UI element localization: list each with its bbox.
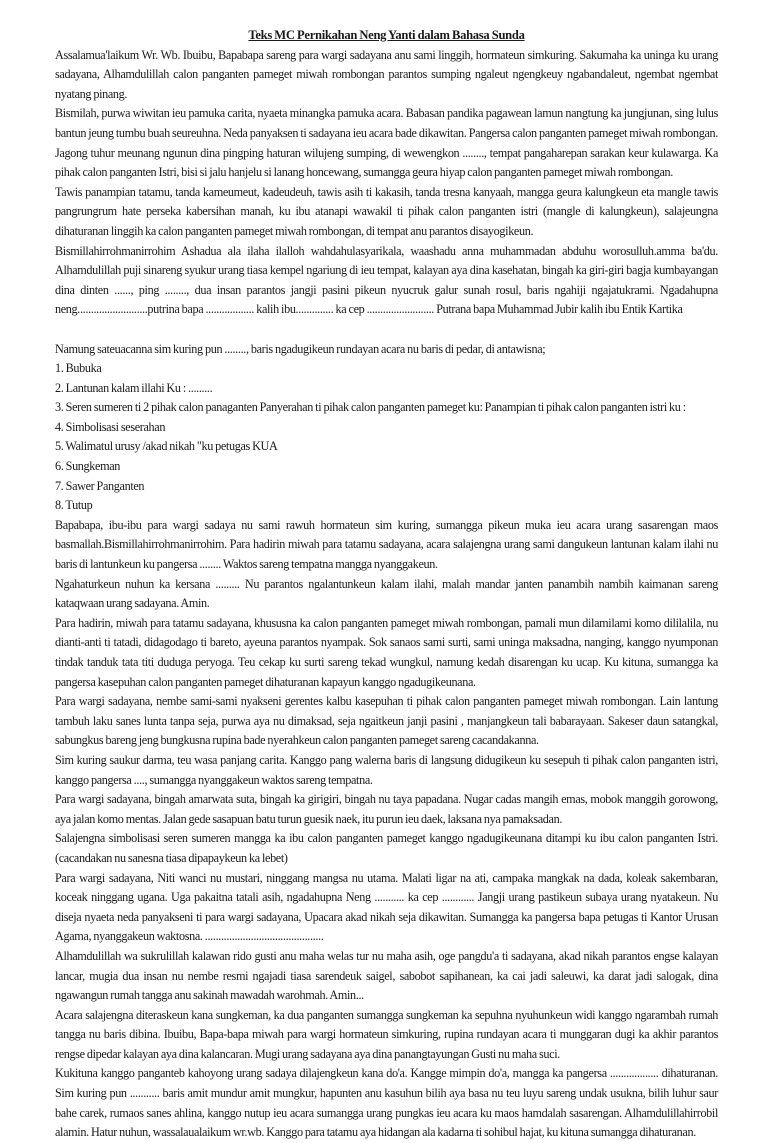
paragraph-sungkeman: Acara salajengna diteraskeun kana sungkeman, ka dua panganten sumangga sungkeman ka sepuhna nyuhunkeun widi kanggo ngarambah rumah tangga nu baris dibina. Ibuibu, Bapa-bapa miwah para wargi hormateun simkuring, rupina rundayan acara ti munggaran dugi ka akhir parantos rengse dipedar kalayan aya dina kalancaran. Mugi urang sadayana aya dina panangtayungan Gusti nu maha suci.	[55, 1007, 718, 1061]
agenda-intro: Namung sateuacanna sim kuring pun ........, baris ngadugikeun rundayan acara nu baris di pedar, di antawisna;	[55, 341, 546, 356]
paragraph-bismillah: Bismillahirrohmanirrohim Ashadua ala ilaha ilalloh wahdahulasyarikala, waashadu anna muhammadan abduhu worosulluh.amma ba'du. Alhamdulillah puji sinareng syukur urang tiasa kempel ngariung di ieu tempat, kalayan aya dina kasehatan, bingah ka giri-giri bagja kumbayangan dina dinten ......, ping ........, dua insan parantos jangji pasini pikeun nyucruk galur sunah rosul, baris ngahiji ngajatukrami. Ngadahupna neng..........................putrina bapa .................. kalih ibu.............. ka cep ......................... Putrana bapa Muhammad Jubir kalih ibu Entik Kartika	[55, 243, 718, 317]
agenda-item: 3. Seren sumeren ti 2 pihak calon panaganten Panyerahan ti pihak calon panganten pameget ku: Panampian ti pihak calon panganten istri ku :	[55, 400, 686, 415]
paragraph-alhamdulillah: Alhamdulillah wa sukrulillah kalawan rido gusti anu maha welas tur nu maha asih, oge pangdu'a ti sadayana, akad nikah parantos engse kalayan lancar, mugia dua insan nu nembe resmi ngajadi tiasa sarendeuk saigel, sabobot sapihanean, ka cai jadi saleuwi, ka darat jadi salogak, dina ngawangun rumah tangga anu sakinah mawadah warohmah. Amin...	[55, 948, 718, 1003]
blank-line	[55, 320, 718, 340]
agenda-item: 4. Simbolisasi seserahan	[55, 419, 166, 434]
agenda-item: 7. Sawer Panganten	[55, 478, 145, 493]
paragraph-akad: Para wargi sadayana, Niti wanci nu mustari, ninggang mangsa nu utama. Malati ligar na ati, campaka mangkak na dada, koleak sakembaran, koceak ninggang ugana. Uga pakaitna tatali asih, ngadahupna Neng ........... ka cep ............ Jangji urang pastikeun subaya urang nyatakeun. Nu diseja nyaeta neda panyakseni ti para wargi sadayana, Upacara akad nikah seja dikawitan. Sumangga ka pangersa bapa petugas ti Kantor Urusan Agama, nyanggakeun waktosna. ............................................	[55, 870, 718, 944]
paragraph-after-seren: Para wargi sadayana, nembe sami-sami nyakseni gerentes kalbu kasepuhan ti pihak calon panganten pameget miwah rombongan. Lain lantung tambuh laku sanes lunta tanpa seja, purwa aya nu dimaksad, seja ngaitkeun janji pasini , manjangkeun tali babarayaan. Sakeser daun satangkal, sabungkus bareng jeng bungkusna rupina bade nyerahkeun calon panganten pameget sareng cacandakanna.	[55, 694, 718, 748]
paragraph-mangle: Tawis panampian tatamu, tanda kameumeut, kadeudeuh, tawis asih ti kakasih, tanda tresna kanyaah, mangga geura kalungkeun eta mangle tawis pangrungrum hate perseka kabersihan manah, ku ibu atanapi wawakil ti pihak calon panganten istri (mangle di kalungkeun), salajeungna dihaturanan linggih ka calon panganten pameget miwah rombongan, di tempat anu parantos disayogikeun.	[55, 184, 718, 238]
agenda-item: 5. Walimatul urusy /akad nikah "ku petugas KUA	[55, 439, 278, 454]
paragraph-opening: Bismilah, purwa wiwitan ieu pamuka carita, nyaeta minangka pamuka acara. Babasan pandika pagawean lamun nangtung ka jungjunan, sing lulus bantun jeung tumbu buah seureuhna. Neda panyaksen ti sadayana ieu acara bade dikawitan. Pangersa calon panganten pameget miwah rombongan. Jagong tuhur meunang ngunun dina pingping haturan wilujeng sumping, di wewengkon ........, tempat pangaharepan sarakan keur kulawarga. Ka pihak calon panganten Istri, bisi si jalu hanjelu si lanang honcewang, sumangga geura hiyap calon panganten pameget miwah rombongan.	[55, 106, 718, 180]
paragraph-bingah: Para wargi sadayana, bingah amarwata suta, bingah ka girigiri, bingah nu taya papadana. Nugar cadas mangih emas, mobok manggih gorowong, aya jalan komo mentas. Jalan gede sasapuan batu turun guesik naek, itu purun ieu daek, laksana nya pamaksadan.	[55, 792, 718, 826]
document-title: Teks MC Pernikahan Neng Yanti dalam Bahasa Sunda	[248, 28, 525, 42]
agenda-item: 6. Sungkeman	[55, 459, 121, 474]
paragraph-seren-istri: Sim kuring saukur darma, teu wasa panjang carita. Kanggo pang walerna baris di langsung didugikeun ku sesepuh ti pihak calon panganten istri, kanggo pangersa ...., sumangga nyanggakeun waktos sareng tempatna.	[55, 752, 718, 787]
paragraph-bubuka: Bapabapa, ibu-ibu para wargi sadaya nu sami rawuh hormateun sim kuring, sumangga pikeun muka ieu acara urang sasarengan maos basmallah.Bismillahirrohmanirrohim. Para hadirin miwah para tatamu sadayana, acara salajengna urang sami dangukeun lantunan kalam ilahi nu baris di lantunkeun ku pangersa ........ Waktos sareng tempatna mangga nyanggakeun.	[55, 517, 718, 572]
agenda-list	[55, 359, 718, 516]
paragraph-seren-pameget: Para hadirin, miwah para tatamu sadayana, khususna ka calon panganten pameget miwah rombongan, pamali mun dilamilami komo dililalila, nu dianti-anti ti tatadi, didagodago ti bareto, ayeuna parantos nyampak. Sok sanaos sami surti, sami uninga maksadna, nanging, kanggo nyumponan tindak tanduk tata titi duduga peryoga. Teu cekap ku surti sareng tekad wungkul, namung kedah disarengan ku ucap. Ku kituna, sumangga ka pangersa kasepuhan calon panganten pameget dihaturanan kapayun kanggo ngadugikeunana.	[55, 615, 718, 689]
agenda-item: 1. Bubuka	[55, 361, 102, 376]
paragraph-closing: Kukituna kanggo panganteb kahoyong urang sadaya dilajengkeun kana do'a. Kangge mimpin do'a, mangga ka pangersa .................. dihaturanan. Sim kuring pun ........... baris amit mundur amit mungkur, hapunten anu kasuhun bilih aya basa nu teu luyu sareng undak usukna, bilih luhur saur bahe carek, rumaos sanes ahlina, kanggo nutup ieu acara sumangga urang pungkas ieu acara ku maos hamdalah sasarengan. Alhamdulillahirrobil alamin. Hatur nuhun, wassalaualaikum wr.wb. Kanggo para tatamu aya hidangan ala kadarna ti sohibul hajat, ku kituna sumangga dihaturanan.	[55, 1066, 718, 1140]
agenda-item: 8. Tutup	[55, 498, 93, 513]
paragraph-thanks-qari: Ngahaturkeun nuhun ka kersana ......... Nu parantos ngalantunkeun kalam ilahi, malah mandar janten panambih nambih kaimanan sareng kataqwaan urang sadayana. Amin.	[55, 576, 718, 611]
document-page	[55, 26, 718, 1143]
paragraph-seserahan: Salajengna simbolisasi seren sumeren mangga ka ibu calon panganten pameget kanggo ngadugikeunana ditampi ku ibu calon panganten Istri. (cacandakan nu sanesna tiasa dipapaykeun ka lebet)	[55, 831, 718, 865]
agenda-item: 2. Lantunan kalam illahi Ku : .........	[55, 380, 213, 395]
paragraph-greeting: Assalamua'laikum Wr. Wb. Ibuibu, Bapabapa sareng para wargi sadayana anu sami linggih, hormateun simkuring. Sakumaha ka uninga ku urang sadayana, Alhamdulillah calon panganten pameget miwah rombongan parantos sumping ngaleut ngengkeuy ngabandaleut, ngembat ngembat nyatang pinang.	[55, 47, 718, 101]
